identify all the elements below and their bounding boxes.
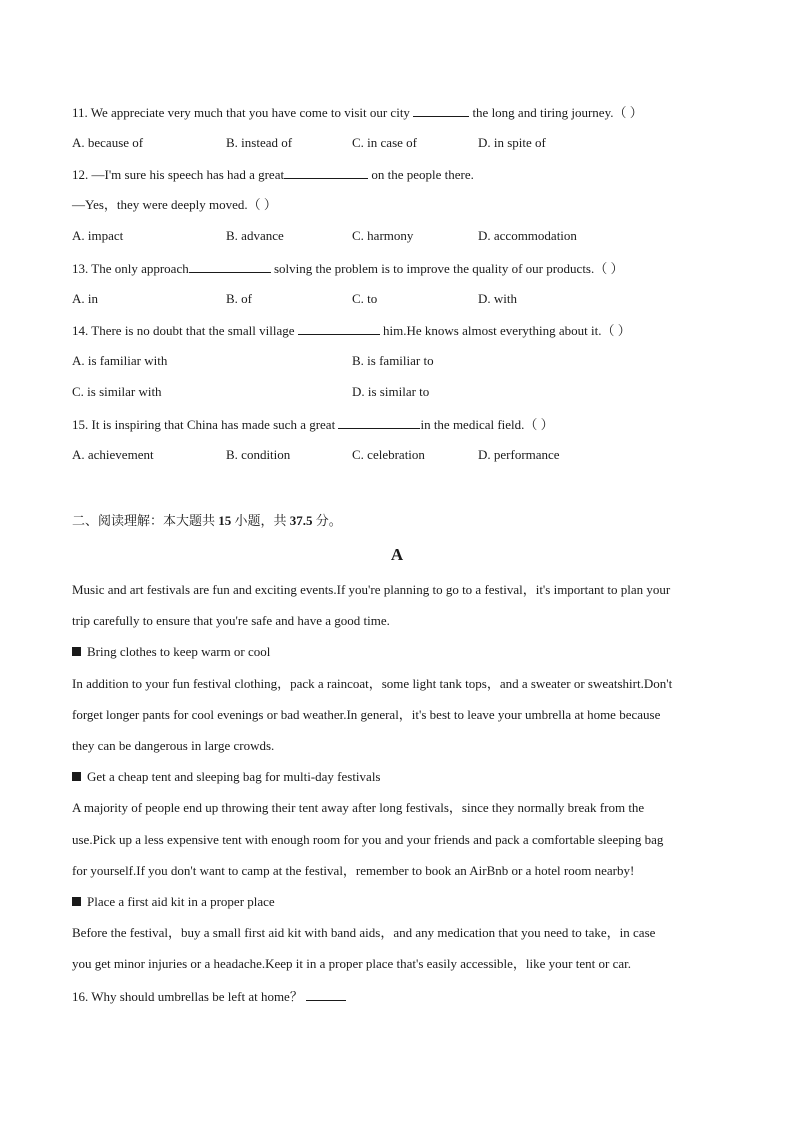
- q15-answer-blank[interactable]: [338, 416, 420, 429]
- q11-option-a[interactable]: A. because of: [72, 135, 144, 150]
- q14-stem-post: him.He knows almost everything about it.（ ）: [383, 323, 631, 338]
- square-bullet-icon: [72, 647, 81, 656]
- tip-2-heading-text: Get a cheap tent and sleeping bag for multi-day festivals: [87, 769, 381, 784]
- q11-stem-pre: 11. We appreciate very much that you have come to visit our city: [72, 105, 410, 120]
- passage-intro-line-2: trip carefully to ensure that you're safe and have a good time.: [72, 613, 390, 628]
- q14-option-b[interactable]: B. is familiar to: [352, 353, 434, 368]
- question-15-stem: [72, 416, 554, 433]
- q12-reply: —Yes，they were deeply moved.（ ）: [72, 197, 277, 212]
- passage-title: A: [390, 545, 404, 564]
- q12-stem-post: on the people there.: [371, 167, 474, 182]
- tip-1-body-line-2: forget longer pants for cool evenings or bad weather.In general，it's best to leave your umbrella at home because: [72, 707, 661, 722]
- tip-1-heading: [72, 644, 270, 660]
- q13-option-c[interactable]: C. to: [352, 291, 378, 306]
- question-13-stem: [72, 260, 624, 277]
- q11-answer-blank[interactable]: [413, 104, 469, 117]
- tip-3-body-line-2: you get minor injuries or a headache.Keep it in a proper place that's easily accessible，like your tent or car.: [72, 956, 631, 971]
- q15-option-c[interactable]: C. celebration: [352, 447, 425, 462]
- tip-3-heading: [72, 894, 275, 910]
- q15-option-b[interactable]: B. condition: [226, 447, 291, 462]
- q11-option-b[interactable]: B. instead of: [226, 135, 293, 150]
- q16-answer-blank[interactable]: [306, 988, 346, 1001]
- q15-stem-post: in the medical field.（ ）: [420, 417, 554, 432]
- tip-1-body-line-3: they can be dangerous in large crowds.: [72, 738, 275, 753]
- q11-option-d[interactable]: D. in spite of: [478, 135, 546, 150]
- question-16: [72, 988, 346, 1005]
- q14-answer-blank[interactable]: [298, 322, 380, 335]
- section-2-heading-prefix: 二、阅读理解：本大题共: [72, 513, 216, 528]
- q15-option-a[interactable]: A. achievement: [72, 447, 154, 462]
- section-2-heading-mid: 小题，共: [234, 513, 287, 528]
- tip-1-heading-text: Bring clothes to keep warm or cool: [87, 644, 271, 659]
- q12-option-c[interactable]: C. harmony: [352, 228, 414, 243]
- section-2-question-count: 15: [218, 513, 232, 528]
- tip-1-body-line-1: In addition to your fun festival clothing，pack a raincoat，some light tank tops，and a sweater or sweatshirt.Don't: [72, 676, 673, 691]
- question-12-stem: [72, 166, 474, 183]
- q13-answer-blank[interactable]: [189, 260, 271, 273]
- question-14-stem: [72, 322, 631, 339]
- passage-intro-line-1: Music and art festivals are fun and exciting events.If you're planning to go to a festival，it's important to plan your: [72, 582, 671, 597]
- q15-stem-pre: 15. It is inspiring that China has made such a great: [72, 417, 336, 432]
- q14-option-d[interactable]: D. is similar to: [352, 384, 430, 399]
- q13-stem-post: solving the problem is to improve the quality of our products.（ ）: [273, 261, 624, 276]
- q13-stem-pre: 13. The only approach: [72, 261, 189, 276]
- q15-option-d[interactable]: D. performance: [478, 447, 560, 462]
- q14-stem-pre: 14. There is no doubt that the small village: [72, 323, 295, 338]
- q11-stem-post: the long and tiring journey.（ ）: [472, 105, 643, 120]
- q12-option-a[interactable]: A. impact: [72, 228, 124, 243]
- q13-option-d[interactable]: D. with: [478, 291, 517, 306]
- tip-2-body-line-1: A majority of people end up throwing their tent away after long festivals，since they normally break from the: [72, 800, 645, 815]
- q12-option-d[interactable]: D. accommodation: [478, 228, 577, 243]
- q14-option-a[interactable]: A. is familiar with: [72, 353, 168, 368]
- tip-2-body-line-2: use.Pick up a less expensive tent with enough room for you and your friends and pack a comfortable sleeping bag: [72, 832, 664, 847]
- section-2-heading: [72, 510, 342, 529]
- section-2-score: 37.5: [289, 513, 313, 528]
- square-bullet-icon: [72, 897, 81, 906]
- tip-2-heading: [72, 769, 380, 785]
- q14-option-c[interactable]: C. is similar with: [72, 384, 162, 399]
- q12-option-b[interactable]: B. advance: [226, 228, 284, 243]
- q12-stem-pre: 12. —I'm sure his speech has had a great: [72, 167, 285, 182]
- q12-answer-blank[interactable]: [284, 166, 368, 179]
- square-bullet-icon: [72, 772, 81, 781]
- tip-3-heading-text: Place a first aid kit in a proper place: [87, 894, 275, 909]
- tip-2-body-line-3: for yourself.If you don't want to camp at the festival，remember to book an AirBnb or a hotel room nearby!: [72, 863, 635, 878]
- q13-option-b[interactable]: B. of: [226, 291, 252, 306]
- tip-3-body-line-1: Before the festival，buy a small first aid kit with band aids，and any medication that you need to take，in case: [72, 925, 656, 940]
- q16-prompt: 16. Why should umbrellas be left at home？: [72, 989, 303, 1004]
- section-2-heading-suffix: 分。: [315, 513, 342, 528]
- q11-option-c[interactable]: C. in case of: [352, 135, 417, 150]
- q13-option-a[interactable]: A. in: [72, 291, 98, 306]
- question-11-stem: [72, 104, 643, 121]
